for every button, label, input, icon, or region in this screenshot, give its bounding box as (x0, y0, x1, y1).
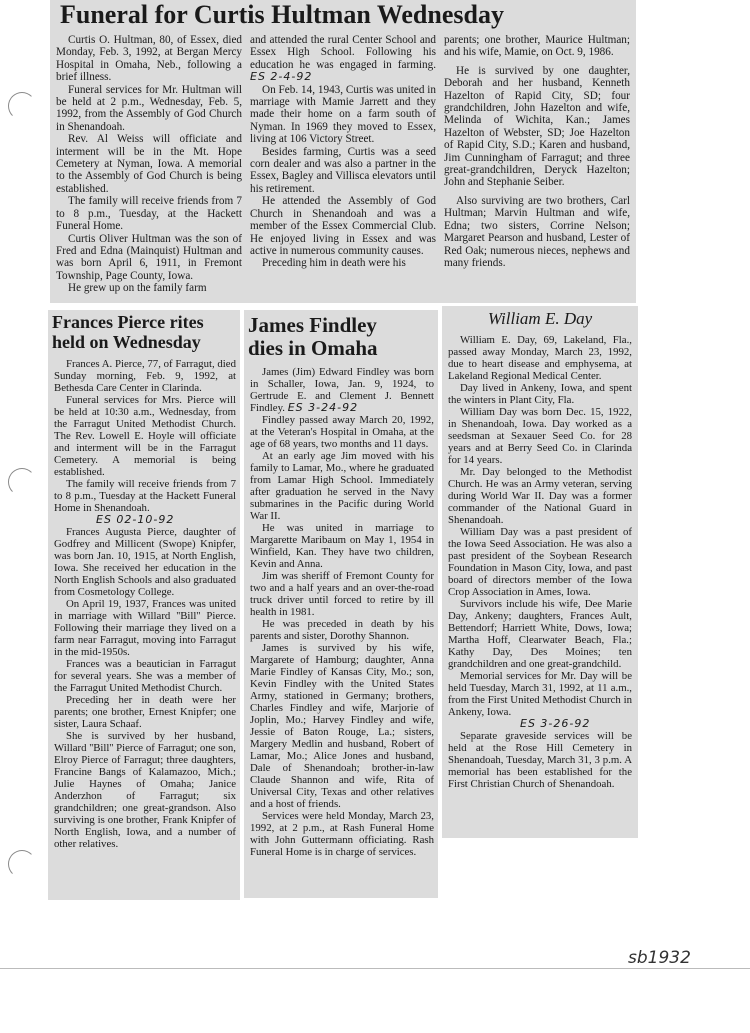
paragraph: Findley passed away March 20, 1992, at the Veteran's Hospital in Omaha, at the age of 68 years, two months and 11 days. (250, 414, 434, 450)
paragraph: At an early age Jim moved with his family to Lamar, Mo., where he graduated from Lamar High School. Immediately after graduation he served in the Navy submarines in the Pacific during World War II. (250, 450, 434, 522)
paragraph: Preceding him in death were his (262, 257, 406, 270)
paragraph: Frances Augusta Pierce, daughter of Godfrey and Millicent (Swope) Knipfer, was born Jan. 10, 1915, at North English, Iowa. She received her education in the North English Schools and also graduated from Cosmetology College. (54, 526, 236, 598)
paragraph: James is survived by his wife, Margarete of Hamburg; daughter, Anna Marie Findley of Kansas City, Mo.; son, Kevin Findley with the United States Army, stationed in Germany; brothers, Charles Findley and wife, Marjorie of Joplin, Mo.; Harvey Findley and wife, Jessie of Baton Rouge, La.; sisters, Margery Medlin and husband, Robert of Lamar, Mo.; Alice Jones and husband, Dale of Shenandoah; brother-in-law Claude Shannon and wife, Rita of Universal City, Texas and other relatives and a host of friends. (250, 642, 434, 810)
headline-frances-pierce: Frances Pierce rites held on Wednesday (52, 312, 204, 352)
article2-column (54, 358, 236, 898)
clipping-james-findley (244, 310, 438, 898)
paragraph: Frances A. Pierce, 77, of Farragut, died Sunday morning, Feb. 9, 1992, at Bethesda Care Center in Clarinda. (54, 358, 236, 394)
paragraph: Curtis Oliver Hultman was the son of Fred and Edna (Mainquist) Hultman and was born April 6, 1911, in Fremont Township, Page County, Iowa. (56, 232, 242, 282)
clipping-curtis-hultman (50, 0, 636, 303)
article4-column (448, 334, 632, 834)
archive-identifier: sb1932 (628, 948, 691, 968)
paragraph: He grew up on the family farm (68, 282, 207, 295)
article1-column-2 (250, 34, 436, 300)
paragraph: Funeral services for Mrs. Pierce will be held at 10:30 a.m., Wednesday, from the Farragut United Methodist Church. The Rev. Lowell E. Hoyle will officiate and interment will be in the Farragut Cemetery. A memorial is being established. (54, 394, 236, 478)
paragraph: Mr. Day belonged to the Methodist Church. He was an Army veteran, serving during World War II. Day was a former commander of the National Guard in Shenandoah. (448, 466, 632, 526)
paragraph: William Day was a past president of the Iowa Seed Association. He was also a past president of the Soybean Research Foundation in Mason City, Iowa, and past board of directors member of the Iowa Crop Association in Ames, Iowa. (448, 526, 632, 598)
headline-william-day: William E. Day (487, 309, 593, 328)
headline-curtis-hultman: Funeral for Curtis Hultman Wednesday (60, 0, 504, 29)
paragraph: The family will receive friends from 7 to 8 p.m., Tuesday at the Hackett Funeral Home in Shenandoah. (54, 478, 236, 514)
paragraph: Services were held Monday, March 23, 1992, at 2 p.m., at Rash Funeral Home with John Guttermann officiating. Rash Funeral Home is in charge of services. (250, 810, 434, 858)
paragraph: Day lived in Ankeny, Iowa, and spent the winters in Plant City, Fla. (448, 382, 632, 406)
paragraph: William E. Day, 69, Lakeland, Fla., passed away Monday, March 23, 1992, due to heart disease and emphysema, at Lakeland Regional Medical Center. (448, 334, 632, 382)
paragraph: Preceding her in death were her parents; one brother, Ernest Knipfer; one sister, Laura Schaaf. (54, 694, 236, 730)
paragraph: He attended the Assembly of God Church in Shenandoah and was a member of the Essex Commercial Club. He enjoyed living in Essex and was active in numerous community causes. (250, 195, 436, 257)
handwritten-note: ES 02-10-92 (96, 513, 175, 526)
paragraph: She is survived by her husband, Willard ''Bill'' Pierce of Farragut; one son, Elroy Pierce of Farragut; three daughters, Francine Bangs of Kalamazoo, Mich.; Julie Haynes of Omaha; Janice Anderzhon of Farragut; six grandchildren; one great-grandson. Also surviving is one brother, Frank Knipfer of North English, Iowa, and a number of other relatives. (54, 730, 236, 850)
binder-hole-top (8, 92, 36, 120)
paragraph: Frances was a beautician in Farragut for several years. She was a member of the Farragut United Methodist Church. (54, 658, 236, 694)
paragraph: Jim was sheriff of Fremont County for two and a half years and an over-the-road truck driver until forced to retire by ill health in 1981. (250, 570, 434, 618)
handwritten-note: ES 2-4-92 (250, 70, 313, 84)
paragraph: Funeral services for Mr. Hultman will be held at 2 p.m., Wednesday, Feb. 5, 1992, from the Assembly of God Church in Shenandoah. (56, 83, 242, 133)
article1-column-1 (56, 34, 242, 300)
binder-hole-bottom (8, 850, 36, 878)
paragraph: Besides farming, Curtis was a seed corn dealer and was also a partner in the Essex, Bagley and Villisca elevators until his retirement. (250, 145, 436, 195)
paragraph: parents; one brother, Maurice Hultman; and his wife, Mamie, on Oct. 9, 1986. (444, 34, 630, 59)
paragraph: Survivors include his wife, Dee Marie Day, Ankeny; daughters, Frances Ault, Bettendorf; Harriett White, Dows, Iowa; Martha Hoff, Clearwater Beach, Fla.; Kathy Day, Des Moines; ten grandchildren and one great-grandchild. (448, 598, 632, 670)
paragraph: The family will receive friends from 7 to 8 p.m., Tuesday, at the Hackett Funeral Home. (56, 195, 242, 233)
paragraph: Separate graveside services will be held at the Rose Hill Cemetery in Shenandoah, Tuesday, March 31, 3 p.m. A memorial has been established for the First Christian Church of Shenandoah. (448, 730, 632, 790)
headline-james-findley: James Findley dies in Omaha (248, 313, 378, 360)
paragraph: and attended the rural Center School and Essex High School. Following his education he was engaged in farming. (250, 34, 436, 71)
article1-column-3 (444, 34, 630, 300)
paragraph: Rev. Al Weiss will officiate and interment will be in the Mt. Hope Cemetery at Nyman, Iowa. A memorial to the Assembly of God Church is being established. (56, 133, 242, 195)
paragraph: On Feb. 14, 1943, Curtis was united in marriage with Mamie Jarrett and they made their home on a farm south of Nyman. In 1969 they moved to Essex, living at 106 Victory Street. (250, 83, 436, 146)
paragraph: Curtis O. Hultman, 80, of Essex, died Monday, Feb. 3, 1992, at Bergan Mercy Hospital in Omaha, Neb., following a brief illness. (56, 34, 242, 84)
binder-hole-middle (8, 468, 36, 496)
handwritten-note: ES 3-24-92 (287, 401, 359, 414)
paragraph: William Day was born Dec. 15, 1922, in Shenandoah, Iowa. Day worked as a seedsman at Sexauer Seed Co. for 28 years and at Berry Seed Co. in Clarinda for 14 years. (448, 406, 632, 466)
paragraph: James (Jim) Edward Findley was born in Schaller, Iowa, Jan. 9, 1924, to Gertrude E. and Clement J. Bennett Findley. (250, 366, 434, 414)
page-edge-line (0, 968, 750, 969)
paragraph: Also surviving are two brothers, Carl Hultman; Marvin Hultman and wife, Edna; two sisters, Corrine Nelson; Margaret Pearson and husband, Lester of Red Oak; numerous nieces, nephews and many friends. (444, 194, 630, 269)
paragraph: He was preceded in death by his parents and sister, Dorothy Shannon. (250, 618, 434, 642)
paragraph: He was united in marriage to Margarette Maribaum on May 1, 1954 in Winfield, Kan. They have two children, Kevin and Anna. (250, 522, 434, 570)
paragraph: Memorial services for Mr. Day will be held Tuesday, March 31, 1992, at 11 a.m., from the First United Methodist Church in Ankeny, Iowa. (448, 670, 632, 718)
clipping-frances-pierce (48, 310, 240, 900)
article3-column (250, 366, 434, 896)
clipping-william-day (442, 306, 638, 838)
handwritten-note: ES 3-26-92 (520, 717, 591, 730)
paragraph: He is survived by one daughter, Deborah and her husband, Kenneth Hazelton of Rapid City, SD; four grandchildren, John Hazelton and wife, Melinda of Wichita, Kan.; James Hazelton of Webster, SD; Joe Hazelton of Rapid City, S.D.; Karen and husband, Jim Cunningham of Farragut; and three great-grandchildren, Deryck Hazelton; John and Stephanie Seiber. (444, 64, 630, 189)
paragraph: On April 19, 1937, Frances was united in marriage with Willard ''Bill'' Pierce. Following their marriage they lived on a farm near Farragut, moving into Farragut in the mid-1950s. (54, 598, 236, 658)
